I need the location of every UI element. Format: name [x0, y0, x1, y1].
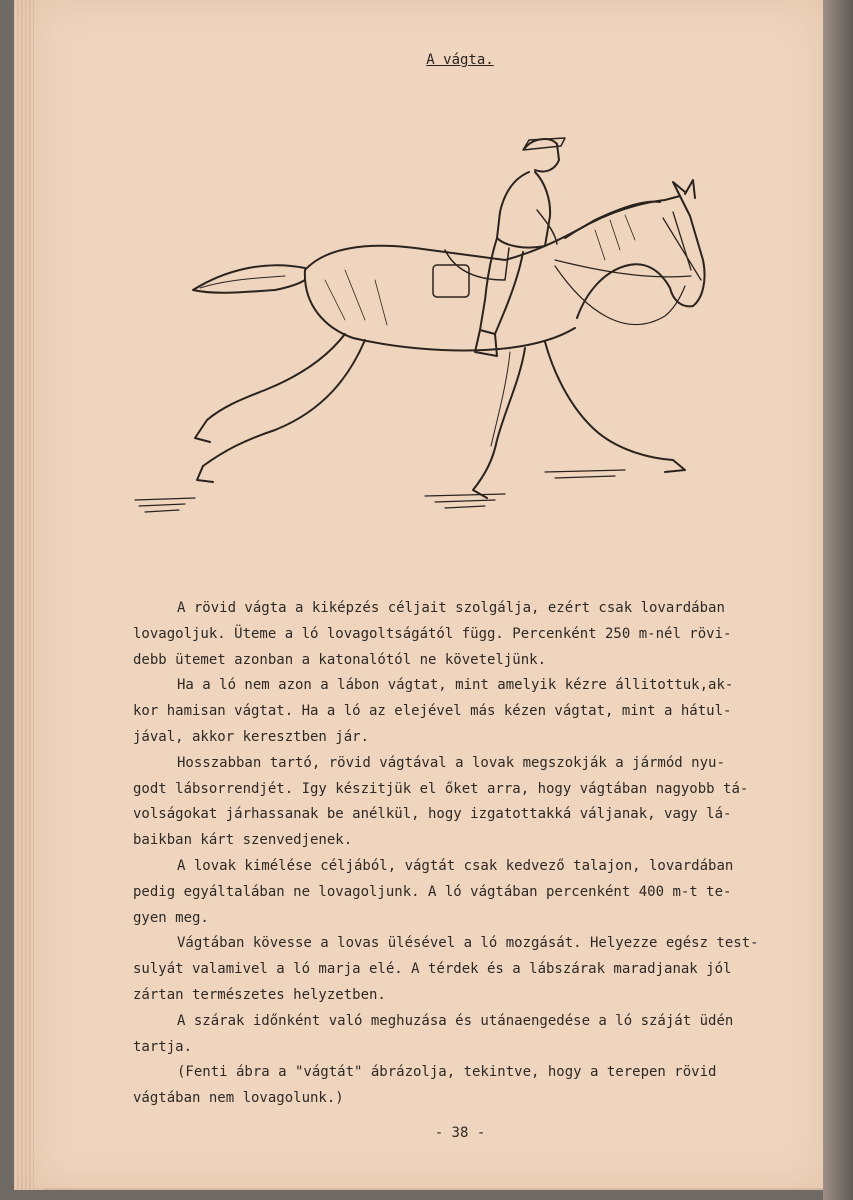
paragraph-4 [133, 854, 793, 931]
line: sulyát valamivel a ló marja elé. A térdek és a lábszárak maradjanak jól [133, 961, 732, 978]
paragraph-2 [133, 673, 793, 750]
page-number: - 38 - [434, 1125, 486, 1141]
line: Vágtában kövesse a lovas ülésével a ló mozgását. Helyezze egész test- [177, 935, 759, 952]
line: A szárak időnként való meghuzása és utánaengedése a ló száját üdén [177, 1012, 734, 1029]
line: volságokat járhassanak be anélkül, hogy izgatottakká váljanak, vagy lá- [133, 806, 732, 823]
line: gyen meg. [133, 909, 209, 926]
horse-rider-illustration [125, 120, 710, 520]
line: debb ütemet azonban a katonalótól ne követeljünk. [133, 651, 547, 668]
line: lovagoljuk. Üteme a ló lovagoltságától függ. Percenként 250 m-nél rövi- [133, 625, 732, 642]
paragraph-1 [133, 596, 793, 673]
paragraph-7 [133, 1060, 793, 1112]
line: jával, akkor keresztben jár. [133, 728, 370, 745]
line: pedig egyáltalában ne lovagoljunk. A ló vágtában percenként 400 m-t te- [133, 883, 732, 900]
binding-shadow [823, 0, 853, 1200]
paragraph-5 [133, 931, 793, 1008]
line: Ha a ló nem azon a lábon vágtat, mint amelyik kézre állitottuk,ak- [177, 677, 734, 694]
page-title-text: A vágta. [426, 52, 494, 68]
line: kor hamisan vágtat. Ha a ló az elejével más kézen vágtat, mint a hátul- [133, 703, 732, 720]
line: (Fenti ábra a "vágtát" ábrázolja, tekintve, hogy a terepen rövid [177, 1064, 717, 1081]
line: tartja. [133, 1038, 193, 1055]
line: baikban kárt szenvedjenek. [133, 832, 353, 849]
paragraph-6 [133, 1009, 793, 1061]
body-text [133, 596, 793, 1112]
paragraph-3 [133, 751, 793, 854]
line: vágtában nem lovagolunk.) [133, 1090, 344, 1107]
line: Hosszabban tartó, rövid vágtával a lovak megszokják a jármód nyu- [177, 754, 725, 771]
page-title [0, 52, 853, 68]
line: godt lábsorrendjét. Igy készitjük el őket arra, hogy vágtában nagyobb tá- [133, 780, 749, 797]
line: zártan természetes helyzetben. [133, 986, 386, 1003]
line: A lovak kimélése céljából, vágtát csak kedvező talajon, lovardában [177, 857, 734, 874]
line: A rövid vágta a kiképzés céljait szolgálja, ezért csak lovardában [177, 600, 725, 616]
